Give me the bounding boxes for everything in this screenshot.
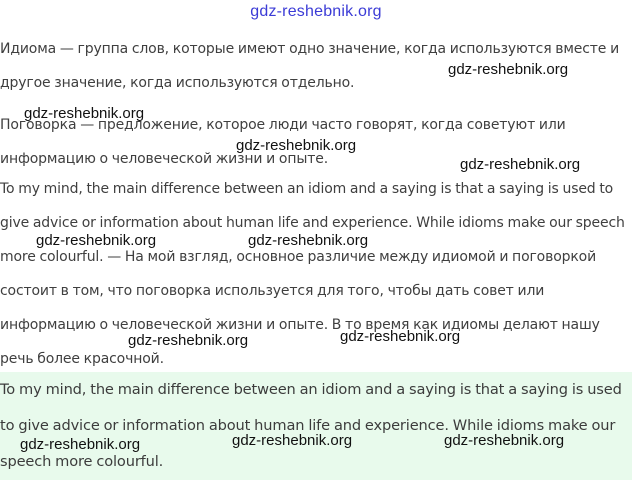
watermark: gdz-reshebnik.org — [248, 232, 369, 249]
watermark: gdz-reshebnik.org — [236, 137, 357, 154]
site-header-watermark: gdz-reshebnik.org — [250, 3, 382, 20]
watermark: gdz-reshebnik.org — [36, 232, 157, 249]
answer-paragraph: To my mind, the main difference between an idiom and a saying is that a saying is used to give advice or information about human life and experience. While idioms make our speech more colourful. — [0, 381, 622, 470]
watermark: gdz-reshebnik.org — [24, 105, 145, 122]
idiom-definition: Идиома — группа слов, которые имеют одно значение, когда используются вместе и другое значение, когда используются отдельно. — [0, 41, 620, 91]
comparison-paragraph: To my mind, the main difference between an idiom and a saying is that a saying is used to give advice or information about human life and experience. While idioms make our speech more colourful. — На мой взгляд, основное различие между идиомой и поговоркой состоит в том, что поговорка используется для того, чтобы дать совет или информацию о человеческой жизни и опыте. В то время как идиомы делают нашу речь более красочной. — [0, 181, 625, 367]
watermark: gdz-reshebnik.org — [232, 432, 353, 449]
saying-definition: Поговорка — предложение, которое люди часто говорят, когда советуют или информацию о человеческой жизни и опыте. — [0, 117, 566, 167]
watermark: gdz-reshebnik.org — [444, 432, 565, 449]
watermark: gdz-reshebnik.org — [340, 328, 461, 345]
watermark: gdz-reshebnik.org — [20, 436, 141, 453]
watermark: gdz-reshebnik.org — [128, 332, 249, 349]
watermark: gdz-reshebnik.org — [448, 61, 569, 78]
watermark: gdz-reshebnik.org — [460, 156, 581, 173]
